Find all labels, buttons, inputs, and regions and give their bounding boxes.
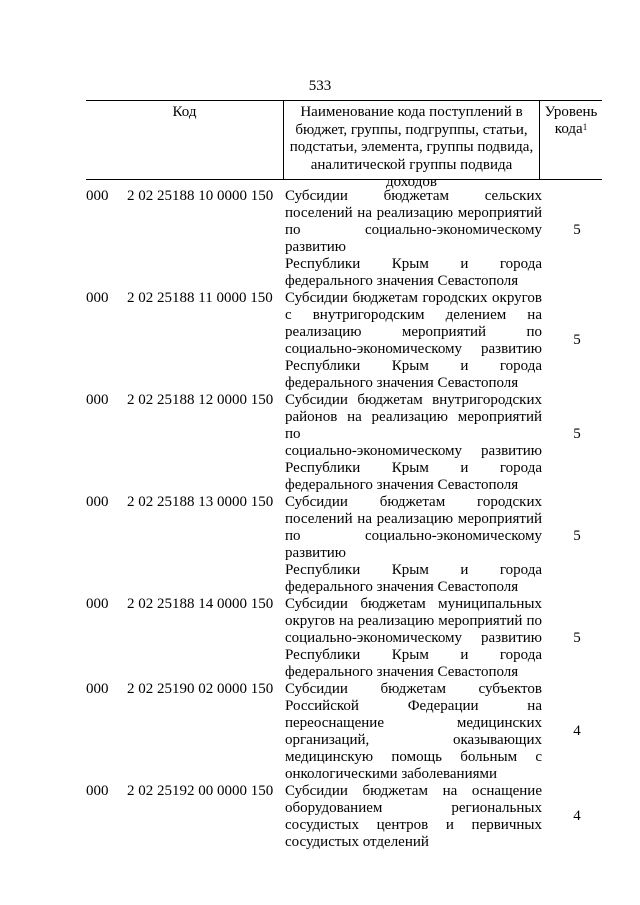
table-row xyxy=(86,392,602,494)
row-name xyxy=(285,290,542,392)
row-code: 2 02 25192 00 0000 150 xyxy=(127,783,274,799)
row-name-line: по социально-экономическому развитию xyxy=(285,222,542,255)
row-name xyxy=(285,188,542,290)
table-row xyxy=(86,188,602,290)
table-row xyxy=(86,681,602,783)
row-name-line: Субсидии бюджетам сельских xyxy=(285,188,542,204)
row-level: 5 xyxy=(573,222,581,238)
row-name-line: федерального значения Севастополя xyxy=(285,477,519,493)
row-name-line: округов на реализацию мероприятий по xyxy=(285,613,542,629)
header-name-line: Наименование кода поступлений в xyxy=(300,104,523,120)
row-level: 5 xyxy=(573,630,581,646)
row-name-line: реализацию мероприятий по xyxy=(285,324,542,340)
row-name-line: социально-экономическому развитию xyxy=(285,630,542,646)
row-level: 5 xyxy=(573,426,581,442)
table-body xyxy=(86,188,602,851)
row-prefix: 000 xyxy=(86,392,109,408)
footnote-marker: 1 xyxy=(582,122,588,132)
row-name xyxy=(285,681,542,783)
header-name-line: подстатьи, элемента, группы подвида, xyxy=(289,139,534,155)
row-code: 2 02 25190 02 0000 150 xyxy=(127,681,274,697)
row-name-line: Субсидии бюджетам городских xyxy=(285,494,542,510)
row-name-line: Республики Крым и города xyxy=(285,256,542,272)
row-prefix: 000 xyxy=(86,188,109,204)
header-level-line1: Уровень xyxy=(544,104,598,120)
row-name-line: с внутригородским делением на xyxy=(285,307,542,323)
row-name xyxy=(285,494,542,596)
row-name-line: по социально-экономическому развитию xyxy=(285,528,542,561)
row-prefix: 000 xyxy=(86,494,109,510)
table-row xyxy=(86,494,602,596)
row-prefix: 000 xyxy=(86,681,109,697)
row-code: 2 02 25188 10 0000 150 xyxy=(127,188,274,204)
header-level-line2 xyxy=(540,121,602,138)
header-code: Код xyxy=(172,104,197,120)
row-name xyxy=(285,392,542,494)
row-name-line: Республики Крым и города xyxy=(285,358,542,374)
header-name xyxy=(283,101,540,190)
row-code: 2 02 25188 13 0000 150 xyxy=(127,494,274,510)
row-name-line: медицинскую помощь больным с xyxy=(285,749,542,765)
row-name xyxy=(285,596,542,681)
header-name-line: аналитической группы подвида доходов xyxy=(310,156,513,190)
row-name-line: Субсидии бюджетам муниципальных xyxy=(285,596,542,612)
row-name-line: федерального значения Севастополя xyxy=(285,579,519,595)
row-name-line: Субсидии бюджетам внутригородских xyxy=(285,392,542,408)
row-code: 2 02 25188 11 0000 150 xyxy=(127,290,273,306)
row-name-line: поселений на реализацию мероприятий xyxy=(285,205,542,221)
row-name-line: Субсидии бюджетам на оснащение xyxy=(285,783,542,799)
table-row xyxy=(86,290,602,392)
row-name-line: поселений на реализацию мероприятий xyxy=(285,511,542,527)
row-name-line: переоснащение медицинских xyxy=(285,715,542,731)
row-prefix: 000 xyxy=(86,596,109,612)
row-name-line: федерального значения Севастополя xyxy=(285,375,519,391)
row-name-line: социально-экономическому развитию xyxy=(285,443,542,459)
row-name-line: организаций, оказывающих xyxy=(285,732,542,748)
row-name-line: Субсидии бюджетам городских округов xyxy=(285,290,542,306)
row-name-line: оборудованием региональных xyxy=(285,800,542,816)
row-name-line: онкологическими заболеваниями xyxy=(285,766,498,782)
row-level: 4 xyxy=(573,723,581,739)
row-name-line: сосудистых отделений xyxy=(285,834,429,850)
table-header xyxy=(86,100,602,190)
row-name-line: социально-экономическому развитию xyxy=(285,341,542,357)
row-name-line: районов на реализацию мероприятий по xyxy=(285,409,542,442)
row-name xyxy=(285,783,542,851)
header-level xyxy=(540,101,602,179)
table-row xyxy=(86,783,602,851)
row-name-line: сосудистых центров и первичных xyxy=(285,817,542,833)
row-name-line: Республики Крым и города xyxy=(285,460,542,476)
row-name-line: Российской Федерации на xyxy=(285,698,542,714)
row-name-line: федерального значения Севастополя xyxy=(285,273,519,289)
table-row xyxy=(86,596,602,681)
header-level-label: кода xyxy=(554,121,583,137)
row-code: 2 02 25188 14 0000 150 xyxy=(127,596,274,612)
row-code: 2 02 25188 12 0000 150 xyxy=(127,392,274,408)
row-name-line: Субсидии бюджетам субъектов xyxy=(285,681,542,697)
header-name-line: бюджет, группы, подгруппы, статьи, xyxy=(295,121,528,138)
row-prefix: 000 xyxy=(86,783,109,799)
row-prefix: 000 xyxy=(86,290,109,306)
row-level: 5 xyxy=(573,528,581,544)
row-level: 5 xyxy=(573,332,581,348)
row-name-line: Республики Крым и города xyxy=(285,562,542,578)
page-number: 533 xyxy=(308,78,332,94)
row-level: 4 xyxy=(573,808,581,824)
row-name-line: Республики Крым и города xyxy=(285,647,542,663)
row-name-line: федерального значения Севастополя xyxy=(285,664,519,680)
